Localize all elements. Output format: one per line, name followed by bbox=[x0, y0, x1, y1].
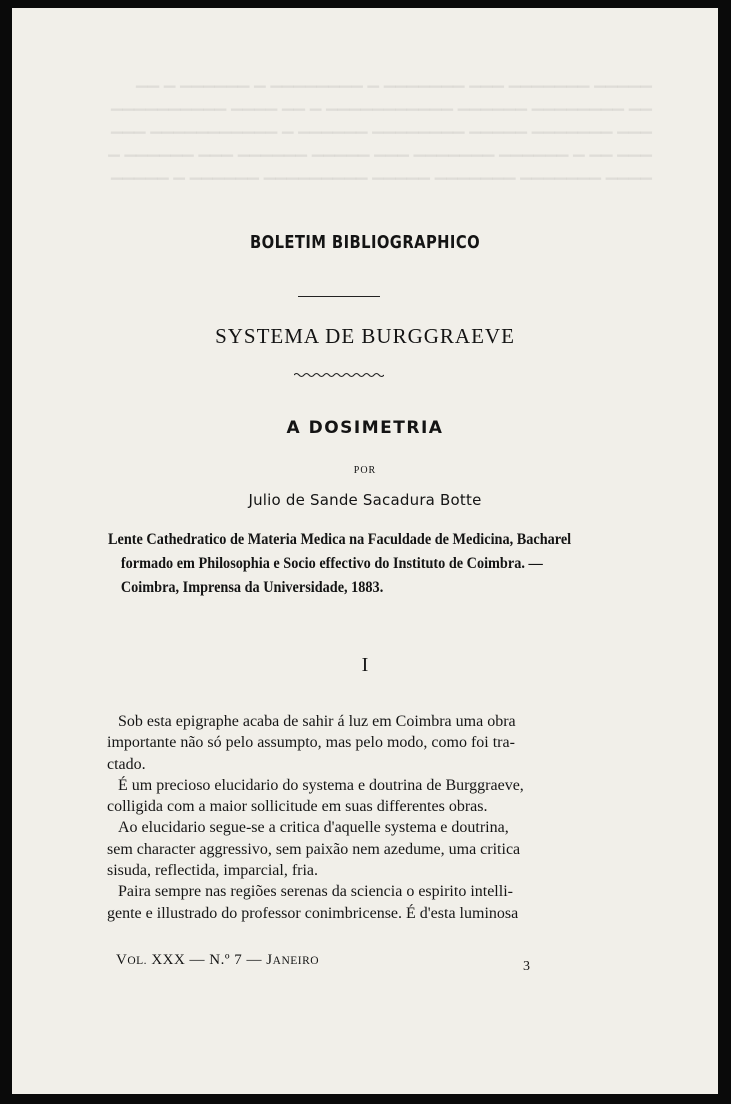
section-title: A DOSIMETRIA bbox=[286, 418, 444, 438]
signature-mark: 3 bbox=[523, 959, 530, 974]
body-line: Paira sempre nas regiões serenas da sciencia o espirito intelli- bbox=[118, 883, 513, 901]
heading-divider bbox=[298, 296, 380, 297]
document-content bbox=[12, 8, 718, 1094]
credentials-line: formado em Philosophia e Socio effectivo do Instituto de Coimbra. — bbox=[120, 555, 543, 572]
body-line: colligida com a maior sollicitude em suas differentes obras. bbox=[107, 798, 488, 816]
body-line: É um precioso elucidario do systema e doutrina de Burggraeve, bbox=[118, 776, 524, 794]
volume-smallcaps: OL. bbox=[127, 955, 148, 967]
body-line: ctado. bbox=[107, 755, 146, 773]
body-line: sisuda, reflectida, imparcial, fria. bbox=[107, 862, 319, 880]
body-line: Ao elucidario segue-se a critica d'aquelle systema e doutrina, bbox=[118, 819, 509, 837]
body-line: Sob esta epigraphe acaba de sahir á luz em Coimbra uma obra bbox=[118, 713, 516, 730]
body-text bbox=[107, 711, 667, 924]
show-through-texture: ▁▁▁▁▁ ▁▁▁▁▁▁▁ ▁▁▁ ▁▁▁▁▁▁▁ ▁ ▁▁▁▁▁▁▁▁ ▁ ▁▁▁▁▁▁ ▁ ▁▁ ▁▁ ▁▁▁▁▁▁▁▁ ▁▁▁▁▁▁ ▁▁▁▁▁▁▁▁▁▁▁ ▁ ▁▁ ▁▁▁▁ ▁▁▁▁▁▁▁▁▁▁ ▁▁▁ ▁▁▁▁▁▁▁ ▁▁▁▁▁ ▁▁▁▁▁▁▁▁ ▁▁▁▁▁▁ ▁ ▁▁▁▁▁▁▁▁▁▁▁ ▁▁▁ ▁▁▁ ▁▁ ▁ ▁▁▁▁▁▁ ▁▁▁▁▁▁▁ ▁▁▁ ▁▁▁▁▁ ▁▁▁▁▁▁ ▁▁▁ ▁▁▁▁▁▁ ▁ ▁▁▁▁ ▁▁▁▁▁▁▁ ▁▁▁▁▁▁▁ ▁▁▁▁▁ ▁▁▁▁▁▁▁▁▁ ▁▁▁▁▁▁ ▁ ▁▁▁▁▁ bbox=[108, 70, 652, 180]
body-line: sem character aggressivo, sem paixão nem azedume, uma critica bbox=[107, 840, 521, 858]
subtitle: SYSTEMA DE BURGGRAEVE bbox=[215, 324, 515, 348]
credentials-line: Coimbra, Imprensa da Universidade, 1883. bbox=[120, 579, 384, 596]
volume-number: XXX — N.º 7 — J bbox=[147, 952, 273, 968]
body-line: gente e illustrado do professor conimbricense. É d'esta luminosa bbox=[107, 904, 519, 922]
volume-initial: V bbox=[116, 952, 128, 968]
volume-footer bbox=[116, 952, 319, 969]
credentials-line: Lente Cathedratico de Materia Medica na Faculdade de Medicina, Bacharel bbox=[108, 531, 572, 548]
wavy-divider bbox=[294, 372, 384, 378]
section-heading: BOLETIM BIBLIOGRAPHICO bbox=[249, 232, 481, 253]
chapter-numeral: I bbox=[361, 654, 369, 676]
author-name: Julio de Sande Sacadura Botte bbox=[248, 491, 482, 509]
page bbox=[12, 8, 718, 1094]
volume-month: ANEIRO bbox=[272, 955, 320, 967]
author-credentials bbox=[108, 528, 572, 600]
body-line: importante não só pelo assumpto, mas pelo modo, como foi tra- bbox=[107, 734, 515, 752]
byline-prefix: POR bbox=[353, 465, 377, 476]
